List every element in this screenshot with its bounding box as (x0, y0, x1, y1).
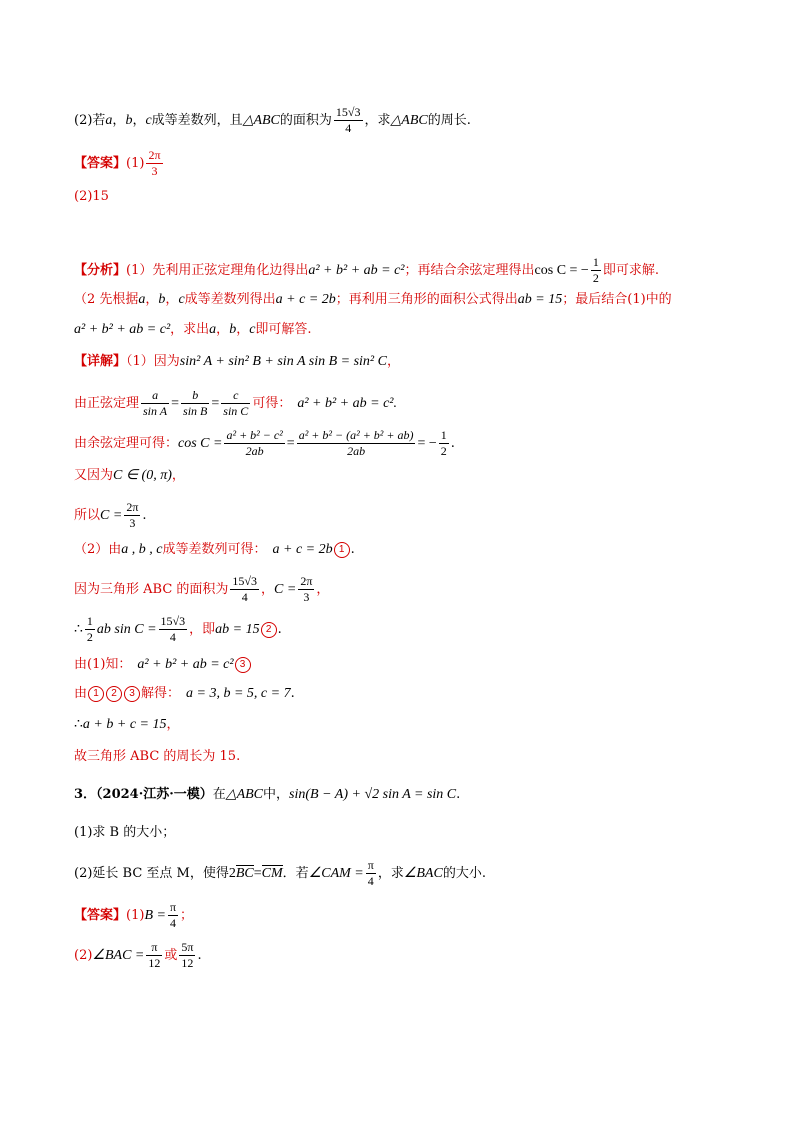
detail-line-7: 因为三角形 ABC 的面积为 $\frac{15√3}{4}$ ，C = $\frac{2\pi}{3}$ ， (74, 574, 330, 604)
detail-line-6: （2）由a , b , c成等差数列可得： a + c = 2b 1 . (74, 542, 355, 557)
detail-line-4: 又因为C ∈ (0, π)， (74, 468, 185, 483)
detail-line-2: 由正弦定理 $\frac{a}{\text{sin A}}$ = $\frac{b}{\text{sin B}}$ = $\frac{c}{\text{sin C}}$ 可得： a² + b² + ab = c². (74, 388, 397, 418)
answer-line-3: 【答案】(1)B = $\frac{\pi}{4}$ ； (74, 900, 194, 930)
analysis-line-2: （2 先根据a，b，c成等差数列得出a + c = 2b；再利用三角形的面积公式得出ab = 15；最后结合(1)中的 (74, 292, 672, 307)
detail-line-9: 由(1)知： a² + b² + ab = c² 3 (74, 655, 252, 675)
question-3: 3．（2024·江苏·一模）在△ABC中，sin(B − A) + √2 sin A = sin C. (74, 787, 461, 802)
answer-line-2: (2)15 (74, 189, 109, 204)
question-2-part-2: (2)若a，b，c成等差数列，且△ABC的面积为 $\frac{15√3}{4}$ ，求△ABC的周长. (74, 105, 471, 135)
detail-line-8: ∴ $\frac{1}{2}$ ab sin C = $\frac{15√3}{4}$ ，即ab = 15 2 . (74, 614, 282, 644)
analysis-line-1: 【分析】(1）先利用正弦定理角化边得出a² + b² + ab = c²；再结合余弦定理得出cos C = − $\frac{1}{2}$ 即可求解. (74, 255, 659, 285)
detail-line-5: 所以C = $\frac{2\pi}{3}$ . (74, 500, 147, 530)
detail-line-3: 由余弦定理可得：cos C = $\frac{\text{a² + b² − c²}}{2ab}$ = $\frac{\text{a² + b² − (a² + b² + ab)}}{2ab}$ = − $\frac{1}{2}$ . (74, 428, 455, 458)
question-3-part-2: (2)延长 BC 至点 M，使得2BC=CM．若∠CAM = $\frac{\pi}{4}$ ，求∠BAC的大小. (74, 858, 486, 888)
analysis-line-3: a² + b² + ab = c²，求出a，b，c即可解答. (74, 322, 312, 337)
detail-line-1: 【详解】（1）因为sin² A + sin² B + sin A sin B = sin² C， (74, 354, 400, 369)
question-3-part-1: (1)求 B 的大小； (74, 825, 176, 840)
answer-line-4: (2)∠BAC = $\frac{\pi}{12}$ 或 $\frac{5\pi}{12}$ . (74, 940, 202, 970)
area-fraction: $\frac{15√3}{4}$ (335, 105, 361, 135)
answer-line-1: 【答案】(1) $\frac{2\pi}{3}$ (74, 148, 161, 178)
detail-line-10: 由 1 2 3 解得： a = 3, b = 5, c = 7. (74, 686, 295, 701)
detail-line-12: 故三角形 ABC 的周长为 15. (74, 749, 241, 764)
detail-line-11: ∴a + b + c = 15， (74, 717, 180, 732)
